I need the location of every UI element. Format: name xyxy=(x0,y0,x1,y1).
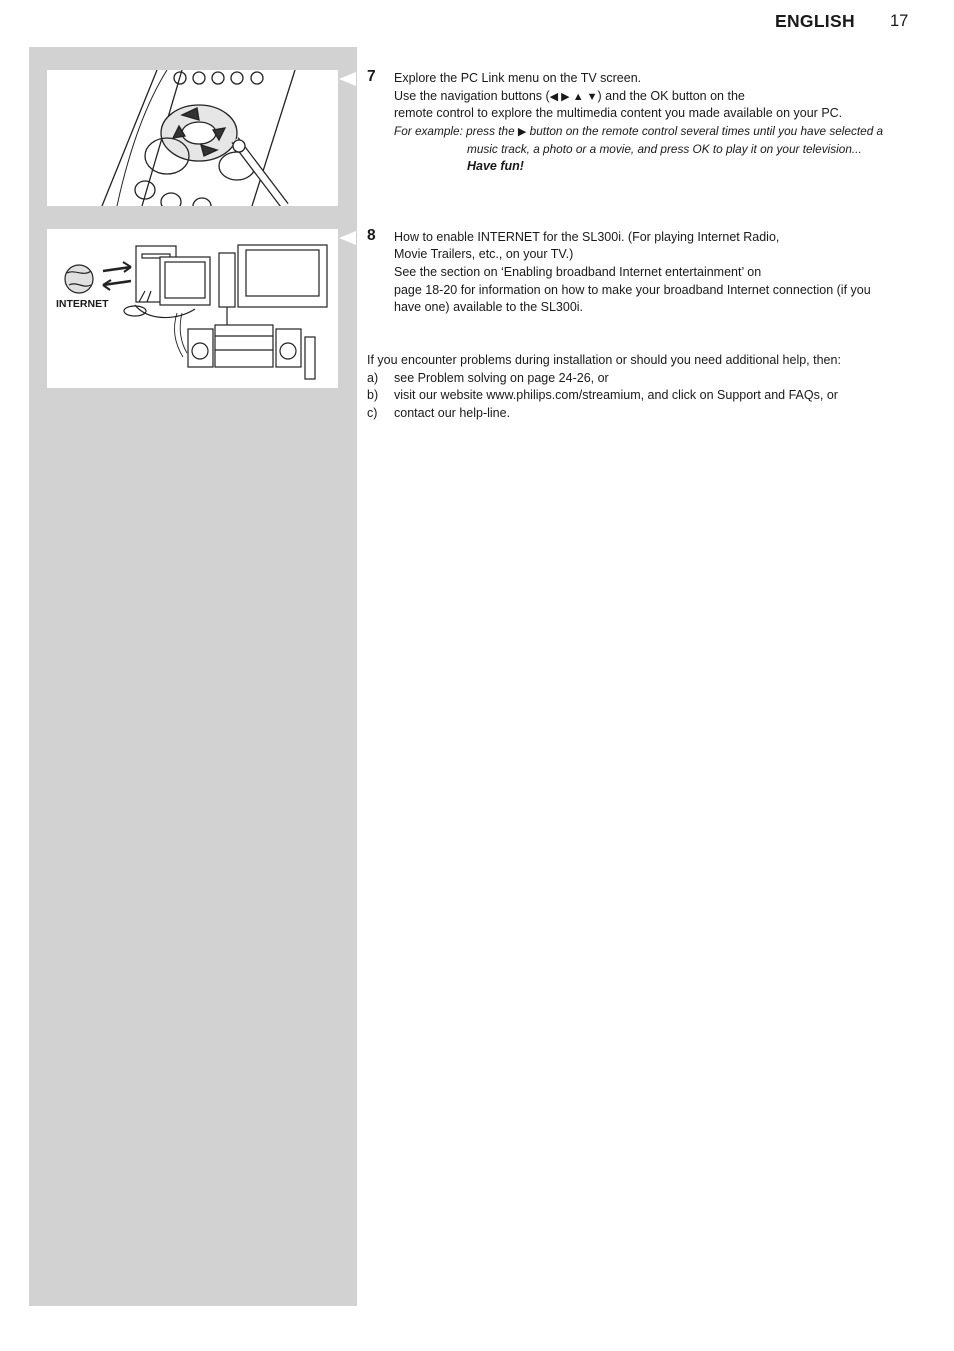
navigation-arrows-icon: ◀ ▶ ▲ ▼ xyxy=(549,91,598,103)
right-arrow-icon: ▶ xyxy=(517,126,527,138)
list-item-marker: c) xyxy=(367,406,378,420)
remote-control-illustration xyxy=(47,70,338,206)
step-7-line-1: Explore the PC Link menu on the TV screen. xyxy=(394,71,642,85)
list-item: contact our help-line. xyxy=(394,406,511,420)
step-8-line-1: How to enable INTERNET for the SL300i. (For playing Internet Radio, xyxy=(394,230,780,244)
help-intro: If you encounter problems during installation or should you need additional help, then: xyxy=(367,353,841,367)
list-item: see Problem solving on page 24-26, or xyxy=(394,371,609,385)
step-7-line-2-end: ) and the OK button on the xyxy=(597,89,745,103)
step-8-line-4: page 18-20 for information on how to make your broadband Internet connection (if you xyxy=(394,283,871,297)
remote-control-drawing xyxy=(47,70,338,206)
step-8-line-2: Movie Trailers, etc., on your TV.) xyxy=(394,247,574,261)
list-item-marker: b) xyxy=(367,388,379,402)
step-7-line-2-start: Use the navigation buttons ( xyxy=(394,89,550,103)
internet-setup-illustration xyxy=(47,229,338,388)
step-8-line-3: See the section on ‘Enabling broadband Internet entertainment’ on xyxy=(394,265,762,279)
figure-pointer xyxy=(339,72,356,86)
internet-label: INTERNET xyxy=(56,298,109,310)
step-number: 7 xyxy=(367,68,376,85)
example-prefix: For example: press the xyxy=(394,124,518,138)
figure-pointer xyxy=(339,231,356,245)
page-number: 17 xyxy=(890,12,909,30)
have-fun-text: Have fun! xyxy=(467,159,524,173)
list-item-marker: a) xyxy=(367,371,379,385)
step-7-line-2 xyxy=(394,88,745,107)
step-7-example-line-2: music track, a photo or a movie, and press OK to play it on your television... xyxy=(467,142,862,156)
language-label: ENGLISH xyxy=(775,11,855,31)
step-7-line-3: remote control to explore the multimedia content you made available on your PC. xyxy=(394,106,843,120)
step-7-example xyxy=(394,123,883,142)
list-item: visit our website www.philips.com/streamium, and click on Support and FAQs, or xyxy=(394,388,838,402)
step-number: 8 xyxy=(367,227,376,244)
example-text: button on the remote control several times until you have selected a xyxy=(526,124,884,138)
step-8-line-5: have one) available to the SL300i. xyxy=(394,300,584,314)
